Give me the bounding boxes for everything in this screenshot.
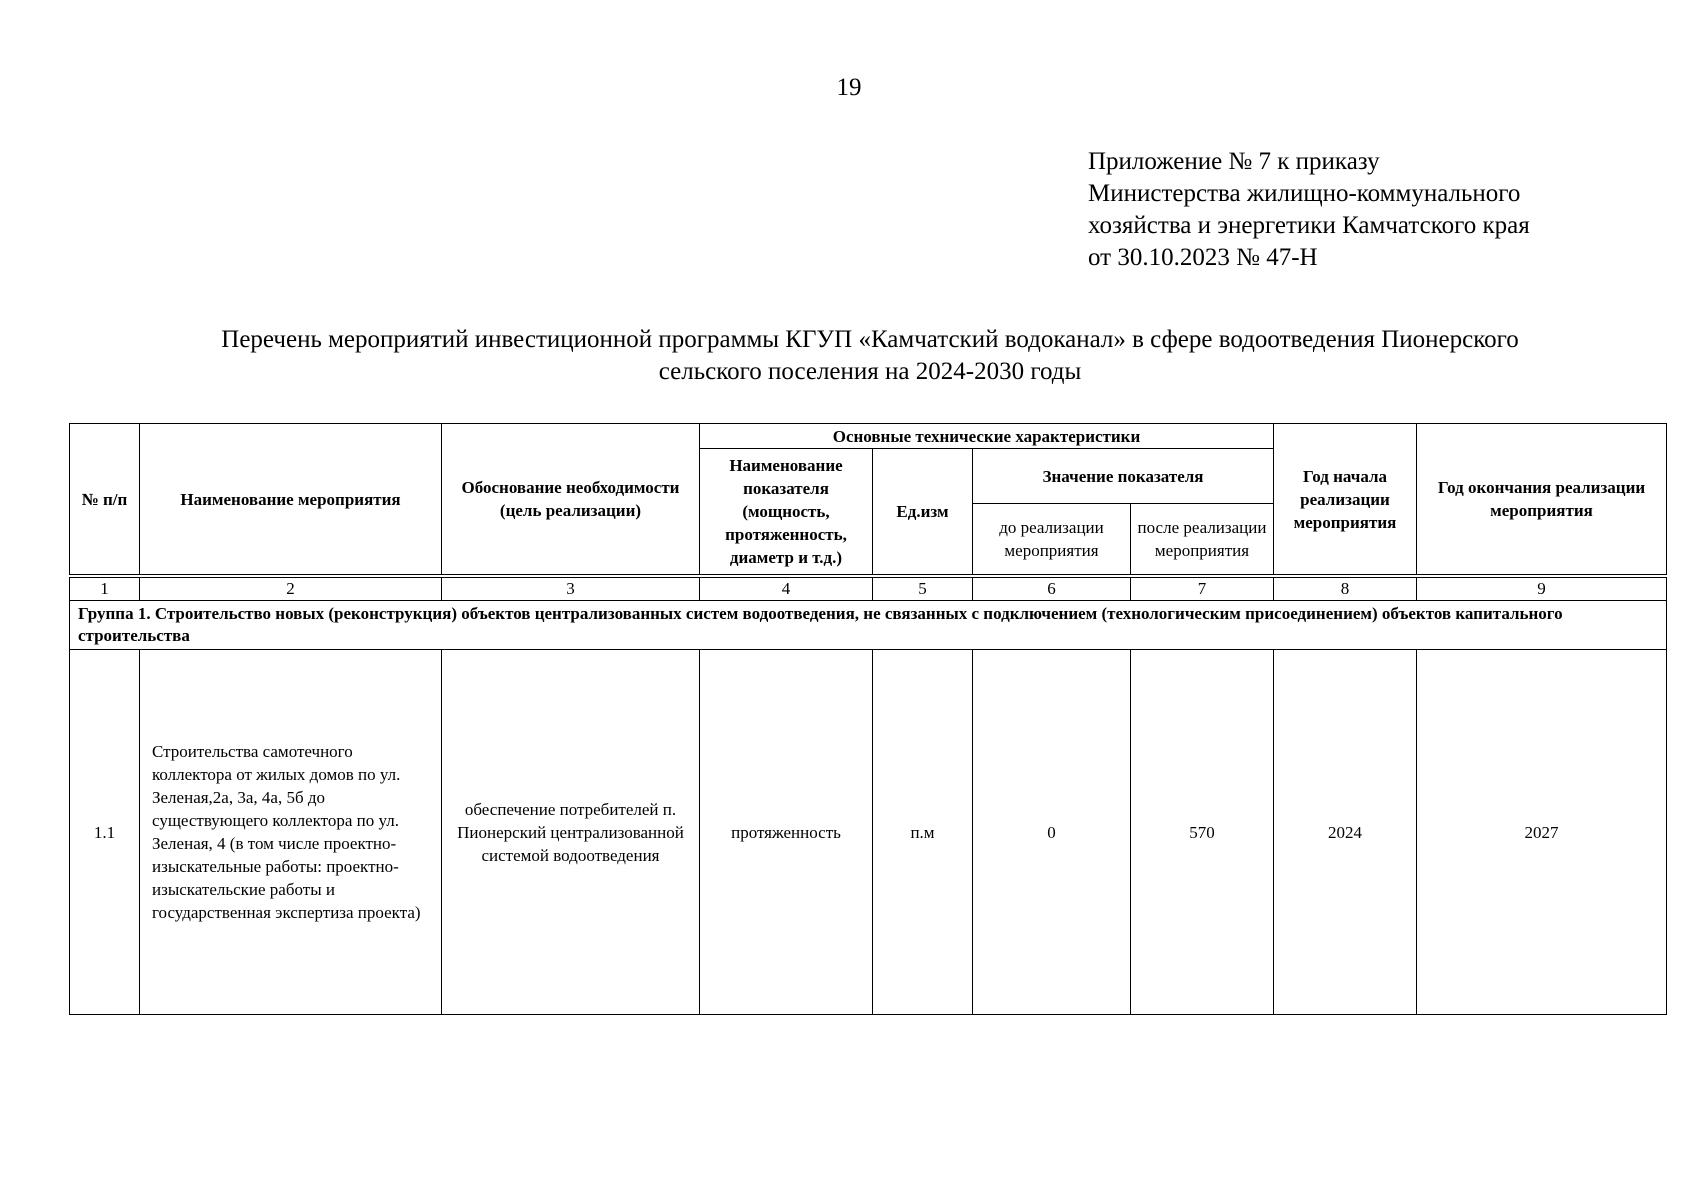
appendix-line: от 30.10.2023 № 47-Н [1088,244,1318,271]
measures-table [69,423,1667,1015]
header-unit: Ед.изм [873,449,973,575]
column-number: 5 [873,578,973,601]
appendix-line: Министерства жилищно-коммунального [1088,180,1521,207]
column-number: 1 [70,578,140,601]
header-before: до реализации мероприятия [973,504,1131,575]
header-end-year: Год окончания реализации мероприятия [1417,424,1667,575]
table-row [70,650,1667,1015]
header-start-year: Год начала реализации мероприятия [1274,424,1417,575]
cell-after: 570 [1131,650,1274,1015]
header-name: Наименование мероприятия [140,424,442,575]
group-row [70,601,1667,650]
group-title: Группа 1. Строительство новых (реконструкция) объектов централизованных систем водоотведения, не связанных с подключением (технологическим присоединением) объектов капитального строительства [70,601,1667,650]
cell-name: Строительства самотечного коллектора от жилых домов по ул. Зеленая,2а, 3а, 4а, 5б до существующего коллектора по ул. Зеленая, 4 (в том числе проектно-изыскательные работы: проектно-изыскательские работы и государственная экспертиза проекта) [140,650,442,1015]
title-line: сельского поселения на 2024-2030 годы [658,358,1082,385]
column-number: 4 [700,578,873,601]
header-indicator-name: Наименование показателя (мощность, протяженность, диаметр и т.д.) [700,449,873,575]
header-num: № п/п [70,424,140,575]
cell-num: 1.1 [70,650,140,1015]
header-tech-characteristics: Основные технические характеристики [700,424,1274,449]
column-number: 7 [1131,578,1274,601]
cell-start-year: 2024 [1274,650,1417,1015]
title-line: Перечень мероприятий инвестиционной программы КГУП «Камчатский водоканал» в сфере водоотведения Пионерского [221,326,1519,353]
appendix-header [1088,146,1530,274]
header-justification: Обоснование необходимости (цель реализации) [442,424,700,575]
header-indicator-value: Значение показателя [973,449,1274,504]
column-number: 3 [442,578,700,601]
cell-unit: п.м [873,650,973,1015]
cell-end-year: 2027 [1417,650,1667,1015]
header-after: после реализации мероприятия [1131,504,1274,575]
cell-justification: обеспечение потребителей п. Пионерский централизованной системой водоотведения [442,650,700,1015]
appendix-line: Приложение № 7 к приказу [1088,148,1380,175]
cell-indicator: протяженность [700,650,873,1015]
page-number: 19 [836,74,862,101]
column-number: 2 [140,578,442,601]
cell-before: 0 [973,650,1131,1015]
column-number: 8 [1274,578,1417,601]
document-title [80,324,1660,388]
appendix-line: хозяйства и энергетики Камчатского края [1088,212,1530,239]
column-number: 6 [973,578,1131,601]
column-number: 9 [1417,578,1667,601]
measures-table-container [69,423,1666,1015]
column-number-row [70,578,1667,601]
